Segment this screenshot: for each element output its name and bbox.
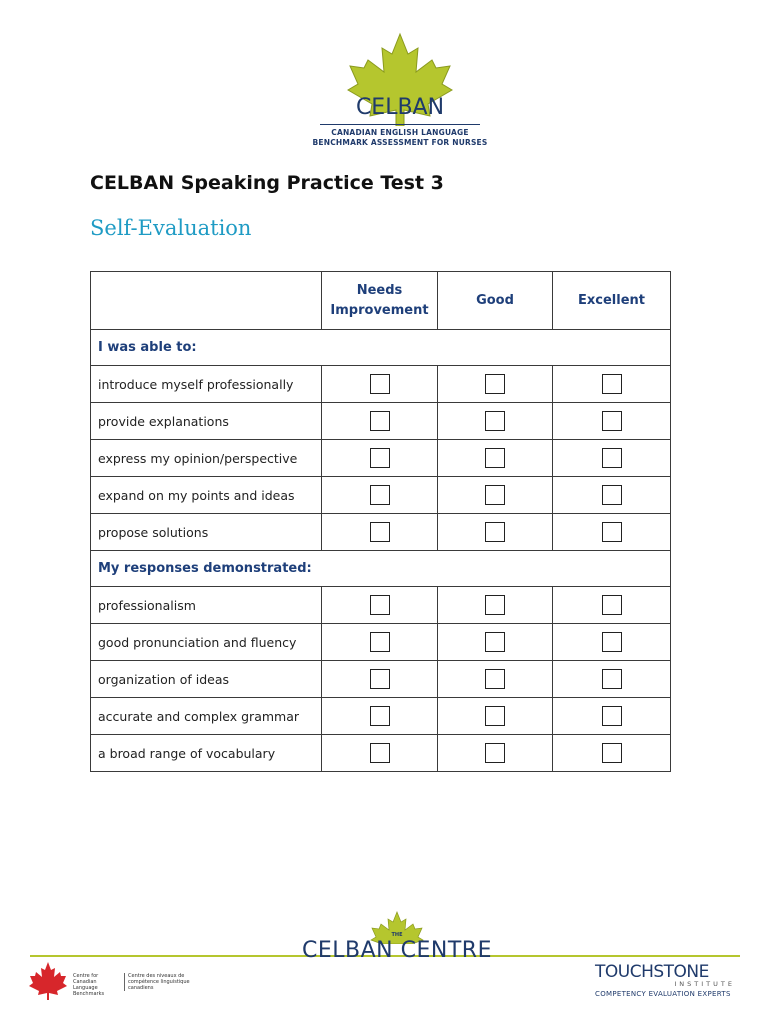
criterion-label: a broad range of vocabulary (91, 735, 322, 772)
touchstone-tagline: COMPETENCY EVALUATION EXPERTS (595, 990, 731, 998)
table-row (91, 624, 671, 661)
criterion-label: good pronunciation and fluency (91, 624, 322, 661)
page-subtitle: Self-Evaluation (90, 216, 252, 240)
maple-leaf-icon (300, 30, 500, 126)
celban-wordmark: CELBAN (355, 95, 445, 120)
checkbox[interactable] (370, 669, 390, 689)
checkbox[interactable] (485, 595, 505, 615)
table-row (91, 366, 671, 403)
self-evaluation-table (90, 271, 671, 772)
checkbox[interactable] (602, 485, 622, 505)
centre-name: CELBAN CENTRE (302, 938, 492, 963)
table-header-row (91, 272, 671, 330)
ccl-english-name: Centre for Canadian Language Benchmarks (73, 973, 105, 997)
checkbox[interactable] (370, 706, 390, 726)
logo-line-1: CANADIAN ENGLISH LANGUAGE (331, 128, 469, 137)
logo-rule (320, 124, 480, 125)
checkbox[interactable] (370, 485, 390, 505)
table-row (91, 661, 671, 698)
checkbox[interactable] (370, 595, 390, 615)
section-row (91, 330, 671, 366)
checkbox[interactable] (485, 374, 505, 394)
checkbox[interactable] (485, 669, 505, 689)
checkbox[interactable] (370, 743, 390, 763)
touchstone-name: TOUCHSTONE (595, 962, 709, 982)
checkbox[interactable] (485, 632, 505, 652)
checkbox[interactable] (602, 374, 622, 394)
touchstone-institute: INSTITUTE (674, 980, 735, 988)
checkbox[interactable] (602, 411, 622, 431)
checkbox[interactable] (485, 743, 505, 763)
checkbox[interactable] (485, 411, 505, 431)
column-header (553, 272, 671, 330)
logo-line-2: BENCHMARK ASSESSMENT FOR NURSES (312, 138, 488, 147)
checkbox[interactable] (485, 522, 505, 542)
checkbox[interactable] (602, 522, 622, 542)
celban-centre-logo (292, 910, 502, 970)
criterion-label: expand on my points and ideas (91, 477, 322, 514)
blank-header-cell (91, 272, 322, 330)
column-header-label: Good (476, 292, 514, 308)
checkbox[interactable] (370, 448, 390, 468)
table-row (91, 403, 671, 440)
centre-badge: THE (391, 932, 403, 938)
table-row (91, 514, 671, 551)
checkbox[interactable] (485, 485, 505, 505)
checkbox[interactable] (370, 632, 390, 652)
checkbox[interactable] (485, 706, 505, 726)
checkbox[interactable] (602, 632, 622, 652)
column-header (438, 272, 553, 330)
celban-logo (300, 30, 500, 152)
criterion-label: professionalism (91, 587, 322, 624)
checkbox[interactable] (602, 706, 622, 726)
table-row (91, 698, 671, 735)
checkbox[interactable] (602, 448, 622, 468)
checkbox[interactable] (485, 448, 505, 468)
criterion-label: organization of ideas (91, 661, 322, 698)
section-row (91, 551, 671, 587)
column-header-label: Excellent (578, 292, 645, 308)
table-row (91, 735, 671, 772)
table-row (91, 477, 671, 514)
criterion-label: propose solutions (91, 514, 322, 551)
touchstone-logo (595, 962, 745, 1004)
criterion-label: introduce myself professionally (91, 366, 322, 403)
column-header-label: Needs Improvement (330, 282, 429, 318)
checkbox[interactable] (370, 374, 390, 394)
column-header (322, 272, 438, 330)
ccl-french-name: Centre des niveaux de compétence linguistique canadiens (124, 973, 198, 991)
page-title: CELBAN Speaking Practice Test 3 (90, 172, 444, 194)
table-row (91, 440, 671, 477)
checkbox[interactable] (602, 669, 622, 689)
section-heading: I was able to: (91, 330, 671, 366)
criterion-label: accurate and complex grammar (91, 698, 322, 735)
checkbox[interactable] (370, 522, 390, 542)
ccl-logo (28, 960, 198, 1000)
checkbox[interactable] (370, 411, 390, 431)
criterion-label: express my opinion/perspective (91, 440, 322, 477)
criterion-label: provide explanations (91, 403, 322, 440)
section-heading: My responses demonstrated: (91, 551, 671, 587)
checkbox[interactable] (602, 595, 622, 615)
red-maple-leaf-icon (28, 960, 68, 1000)
checkbox[interactable] (602, 743, 622, 763)
table-row (91, 587, 671, 624)
